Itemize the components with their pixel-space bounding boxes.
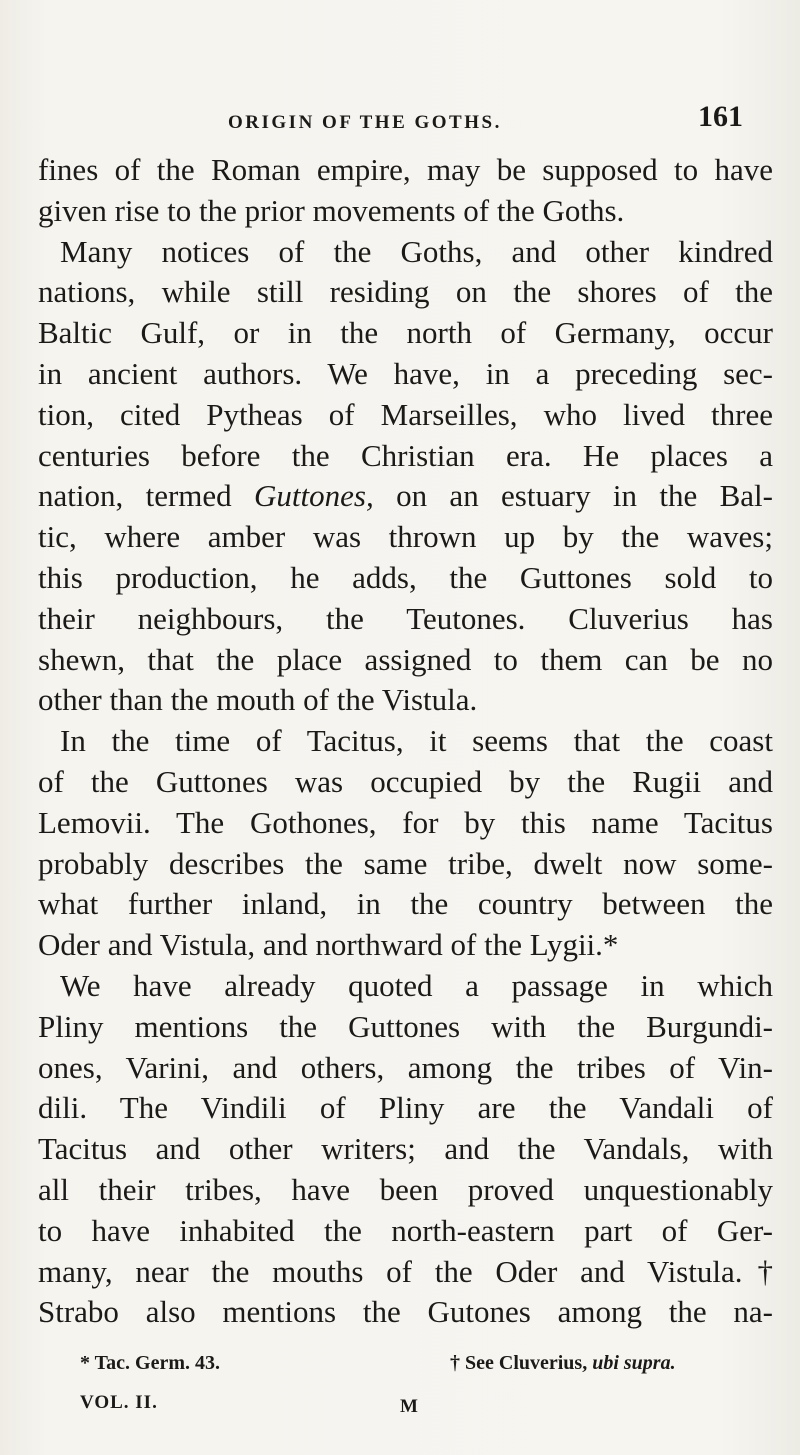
signature-mark: M	[400, 1396, 418, 1417]
text-line: Oder and Vistula, and northward of the Lygii.*	[38, 927, 619, 963]
text-line: Many notices of the Goths, and other kindred	[60, 233, 773, 269]
text-line: In the time of Tacitus, it seems that the coast	[60, 723, 773, 759]
text-line: their neighbours, the Teutones. Cluverius has	[38, 600, 773, 636]
text-line: We have already quoted a passage in which	[60, 967, 773, 1003]
text-line: of the Guttones was occupied by the Rugii and	[38, 763, 773, 799]
text-segment: nation, termed	[38, 478, 255, 514]
italic-term: Guttones,	[254, 478, 374, 514]
body-text	[38, 150, 773, 1333]
text-line: given rise to the prior movements of the Goths.	[38, 192, 625, 228]
footnote-asterisk: * Tac. Germ. 43.	[80, 1352, 220, 1374]
text-line: dili. The Vindili of Pliny are the Vandali of	[38, 1090, 773, 1126]
text-line: tic, where amber was thrown up by the waves;	[38, 519, 773, 555]
text-line: tion, cited Pytheas of Marseilles, who lived three	[38, 396, 773, 432]
text-line	[38, 476, 773, 517]
text-line: Pliny mentions the Guttones with the Burgundi-	[38, 1008, 773, 1044]
text-line: ones, Varini, and others, among the tribes of Vin-	[38, 1049, 773, 1085]
text-line: in ancient authors. We have, in a preceding sec-	[38, 355, 773, 391]
text-line: probably describes the same tribe, dwelt now some-	[38, 845, 773, 881]
volume-mark: VOL. II.	[80, 1392, 158, 1413]
text-line: shewn, that the place assigned to them can be no	[38, 641, 773, 677]
text-line: Lemovii. The Gothones, for by this name Tacitus	[38, 804, 773, 840]
text-line: all their tribes, have been proved unquestionably	[38, 1171, 773, 1207]
text-line: Tacitus and other writers; and the Vandals, with	[38, 1131, 773, 1167]
text-line: centuries before the Christian era. He places a	[38, 437, 773, 473]
running-head: ORIGIN OF THE GOTHS.	[228, 112, 502, 133]
footnote-dagger	[450, 1352, 676, 1375]
text-segment: on an estuary in the Bal-	[373, 478, 773, 514]
footnote-italic: ubi supra.	[592, 1352, 676, 1374]
text-line: what further inland, in the country between the	[38, 886, 773, 922]
footnote-text: † See Cluverius,	[450, 1352, 593, 1374]
text-line: to have inhabited the north-eastern part of Ger-	[38, 1212, 773, 1248]
page-number: 161	[698, 100, 743, 133]
text-line: many, near the mouths of the Oder and Vistula.†	[38, 1253, 773, 1289]
text-line: Strabo also mentions the Gutones among the na-	[38, 1294, 773, 1330]
text-line: other than the mouth of the Vistula.	[38, 682, 478, 718]
text-line: Baltic Gulf, or in the north of Germany, occur	[38, 315, 773, 351]
text-line: this production, he adds, the Guttones sold to	[38, 559, 773, 595]
text-line: fines of the Roman empire, may be supposed to have	[38, 152, 773, 187]
page-header	[0, 98, 800, 138]
text-line: nations, while still residing on the shores of the	[38, 274, 773, 310]
footnotes	[80, 1352, 750, 1392]
signature-line	[80, 1392, 750, 1422]
